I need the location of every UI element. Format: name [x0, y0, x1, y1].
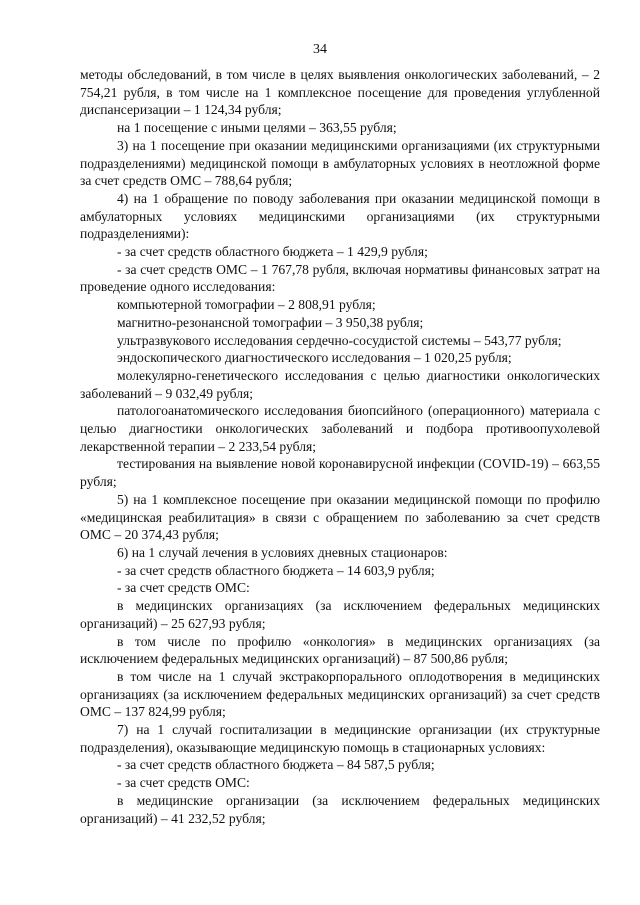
paragraph: компьютерной томографии – 2 808,91 рубля;: [117, 297, 376, 313]
page-number: 34: [313, 42, 327, 57]
paragraph: в том числе по профилю «онкология» в медицинских организациях (за исключением федеральных медицинских организаций) – 87 500,86 рубля;: [80, 633, 600, 667]
paragraph: 3) на 1 посещение при оказании медицинскими организациями (их структурными подразделениями) медицинской помощи в амбулаторных условиях в неотложной форме за счет средств ОМС – 788,64 рубля;: [80, 137, 600, 189]
paragraph: 7) на 1 случай госпитализации в медицинские организации (их структурные подразделения), оказывающие медицинскую помощь в стационарных условиях:: [80, 722, 600, 755]
paragraph: 4) на 1 обращение по поводу заболевания при оказании медицинской помощи в амбулаторных условиях медицинскими организациями (их структурными подразделениями):: [80, 190, 600, 242]
paragraph: - за счет средств областного бюджета – 14 603,9 рубля;: [117, 562, 435, 578]
paragraph: - за счет средств ОМС:: [117, 580, 250, 596]
paragraph: - за счет средств ОМС:: [117, 775, 250, 791]
paragraph: - за счет средств областного бюджета – 1 429,9 рубля;: [117, 244, 428, 260]
paragraph: в том числе на 1 случай экстракорпорального оплодотворения в медицинских организациях (за исключением федеральных медицинских организаций) за счет средств ОМС – 137 824,99 рубля;: [80, 668, 600, 720]
paragraph: 6) на 1 случай лечения в условиях дневных стационаров:: [117, 544, 448, 560]
paragraph: методы обследований, в том числе в целях выявления онкологических заболеваний, – 2 754,21 рубля, в том числе на 1 комплексное посещение для проведения углубленной диспансеризации – 1 124,34 рубля;: [80, 67, 600, 118]
paragraph: молекулярно-генетического исследования с целью диагностики онкологических заболеваний – 9 032,49 рубля;: [80, 367, 600, 401]
paragraph: в медицинских организациях (за исключением федеральных медицинских организаций) – 25 627,93 рубля;: [80, 598, 600, 631]
paragraph: патологоанатомического исследования биопсийного (операционного) материала с целью диагностики онкологических заболеваний и подбора противоопухолевой лекарственной терапии – 2 233,54 рубля;: [80, 403, 600, 454]
paragraph: магнитно-резонансной томографии – 3 950,38 рубля;: [117, 314, 424, 330]
paragraph: 5) на 1 комплексное посещение при оказании медицинской помощи по профилю «медицинская реабилитация» в связи с обращением по заболеванию за счет средств ОМС – 20 374,43 рубля;: [80, 491, 600, 543]
paragraph: на 1 посещение с иными целями – 363,55 рубля;: [117, 120, 397, 136]
paragraph: в медицинские организации (за исключением федеральных медицинских организаций) – 41 232,52 рубля;: [80, 792, 600, 826]
paragraph: тестирования на выявление новой коронавирусной инфекции (COVID-19) – 663,55 рубля;: [80, 456, 600, 490]
paragraph: - за счет средств ОМС – 1 767,78 рубля, включая нормативы финансовых затрат на проведение одного исследования:: [80, 261, 600, 295]
paragraph: - за счет средств областного бюджета – 84 587,5 рубля;: [117, 757, 435, 773]
paragraph: ультразвукового исследования сердечно-сосудистой системы – 543,77 рубля;: [117, 332, 562, 348]
paragraph: эндоскопического диагностического исследования – 1 020,25 рубля;: [117, 350, 512, 366]
document-body: [80, 66, 600, 827]
